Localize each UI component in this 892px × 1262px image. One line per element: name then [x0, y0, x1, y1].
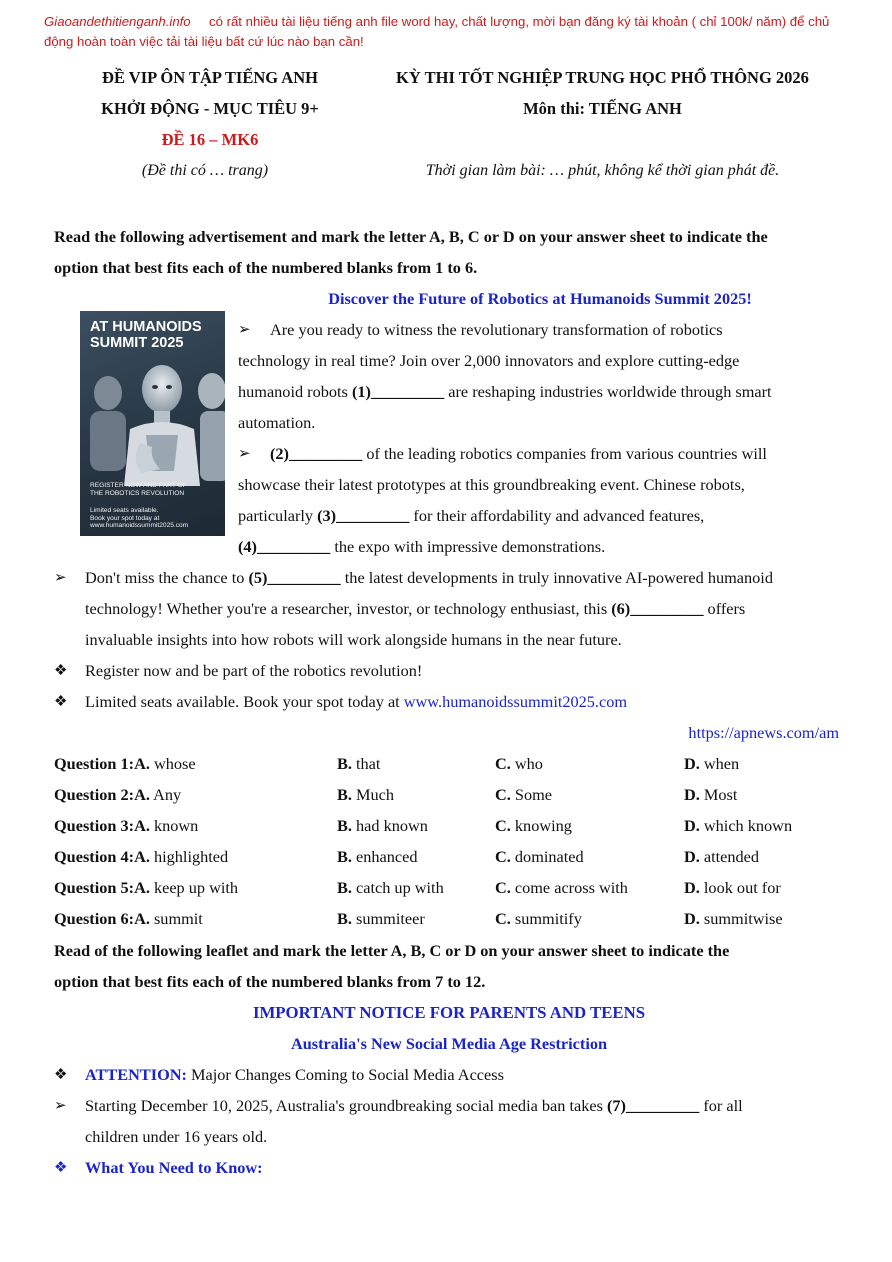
- instruction-1: [54, 221, 844, 283]
- option-letter: B.: [337, 878, 352, 897]
- option-a[interactable]: [54, 903, 203, 934]
- option-a[interactable]: [54, 810, 198, 841]
- poster-caption-4: Book your spot today at: [90, 514, 160, 522]
- option-b[interactable]: [337, 872, 444, 903]
- option-c[interactable]: [495, 841, 584, 872]
- option-d[interactable]: [684, 841, 759, 872]
- instruction-2-line-1: Read of the following leaflet and mark the letter A, B, C or D on your answer sheet to indicate the: [54, 941, 730, 960]
- option-letter: C.: [495, 785, 511, 804]
- option-b[interactable]: [337, 810, 428, 841]
- poster-caption-2: THE ROBOTICS REVOLUTION: [90, 489, 185, 497]
- question-label: Question 4:: [54, 847, 135, 866]
- blank-6: (6)_________: [611, 599, 704, 618]
- option-letter: D.: [684, 909, 700, 928]
- option-b[interactable]: [337, 903, 425, 934]
- p1-line-1: Are you ready to witness the revolutionary transformation of robotics: [270, 320, 723, 339]
- question-label: Question 3:: [54, 816, 135, 835]
- option-text: which known: [703, 816, 793, 835]
- poster-caption-3: Limited seats available.: [90, 507, 159, 514]
- notice-title: IMPORTANT NOTICE FOR PARENTS AND TEENS: [252, 1003, 646, 1022]
- option-text: whose: [153, 754, 196, 773]
- poster-caption-bottom: [90, 507, 188, 530]
- blank-7: (7)_________: [607, 1096, 700, 1115]
- p1-line-3-start: humanoid robots: [238, 382, 352, 401]
- option-letter: C.: [495, 847, 511, 866]
- blank-2: (2)_________: [270, 444, 363, 463]
- option-c[interactable]: [495, 903, 582, 934]
- option-letter: C.: [495, 909, 511, 928]
- option-text: knowing: [514, 816, 572, 835]
- arrow-bullet-icon: ➢: [238, 322, 251, 338]
- option-text: Any: [153, 785, 182, 804]
- option-letter: B.: [337, 754, 352, 773]
- promo-banner: [44, 12, 854, 52]
- left-subtitle: KHỞI ĐỘNG - MỤC TIÊU 9+: [101, 99, 319, 118]
- banner-site[interactable]: Giaoandethitienganh.info: [44, 14, 191, 29]
- diamond-bullet-icon: ❖: [54, 1067, 68, 1083]
- diamond-bullet-icon: ❖: [54, 694, 68, 710]
- p2-line-1-end: of the leading robotics companies from various countries will: [362, 444, 767, 463]
- register-line: Register now and be part of the robotics revolution!: [85, 661, 423, 680]
- option-text: attended: [703, 847, 760, 866]
- option-letter: B.: [337, 909, 352, 928]
- option-text: had known: [356, 816, 428, 835]
- time-note: Thời gian làm bài: … phút, không kể thời gian phát đề.: [425, 162, 780, 179]
- option-letter: B.: [337, 785, 352, 804]
- instruction-1-line-1: Read the following advertisement and mark the letter A, B, C or D on your answer sheet to indicate the: [54, 227, 768, 246]
- option-text: Most: [703, 785, 738, 804]
- question-row: [54, 903, 844, 934]
- poster-title-line-2: SUMMIT 2025: [90, 335, 184, 351]
- option-c[interactable]: [495, 810, 572, 841]
- p1-line-3: [238, 376, 772, 407]
- banner-text: có rất nhiều tài liệu tiếng anh file word hay, chất lượng, mời bạn đăng ký tài khoản ( chỉ 100k/ năm) để chủ động hoàn toàn việc tải tài liệu bất cứ lúc nào bạn cần!: [44, 14, 830, 49]
- option-a[interactable]: [54, 748, 196, 779]
- instruction-2-line-2: option that best fits each of the numbered blanks from 7 to 12.: [54, 972, 486, 991]
- attention-label: ATTENTION:: [85, 1065, 187, 1084]
- pages-note: (Đề thi có … trang): [141, 162, 269, 179]
- p3-line-1: [85, 562, 773, 593]
- option-letter: C.: [495, 878, 511, 897]
- option-letter: C.: [495, 816, 511, 835]
- option-letter: A.: [134, 754, 150, 773]
- option-text: Some: [514, 785, 552, 804]
- option-text: summit: [153, 909, 203, 928]
- option-letter: A.: [134, 878, 150, 897]
- poster-caption-top: [90, 482, 187, 497]
- option-text: enhanced: [356, 847, 418, 866]
- blank-1: (1)_________: [351, 382, 445, 401]
- option-letter: D.: [684, 847, 700, 866]
- question-row: [54, 779, 844, 810]
- option-a[interactable]: [54, 779, 181, 810]
- option-letter: B.: [337, 847, 352, 866]
- p3-line-2-start: technology! Whether you're a researcher, investor, or technology enthusiast, this: [85, 599, 612, 618]
- p2-line-4: [238, 531, 605, 562]
- option-b[interactable]: [337, 841, 417, 872]
- p2-line-3-end: for their affordability and advanced features,: [409, 506, 705, 525]
- blank-5: (5)_________: [248, 568, 341, 587]
- option-b[interactable]: [337, 779, 394, 810]
- question-label: Question 1:: [54, 754, 135, 773]
- poster-caption-1: REGISTER NOW AND PART OF: [90, 482, 187, 489]
- question-label: Question 2:: [54, 785, 135, 804]
- start-line-1-end: for all: [699, 1096, 743, 1115]
- option-letter: A.: [134, 909, 150, 928]
- blank-3: (3)_________: [317, 506, 410, 525]
- seats-text: Limited seats available. Book your spot today at: [85, 692, 404, 711]
- poster-title-line-1: AT HUMANOIDS: [90, 319, 202, 335]
- option-text: who: [514, 754, 543, 773]
- attention-line: [85, 1059, 504, 1090]
- arrow-bullet-icon: ➢: [54, 570, 67, 586]
- question-label: Question 5:: [54, 878, 135, 897]
- p2-line-3: [238, 500, 704, 531]
- seats-line: [85, 686, 627, 717]
- p3-line-1-end: the latest developments in truly innovative AI-powered humanoid: [340, 568, 773, 587]
- p2-line-2: showcase their latest prototypes at this groundbreaking event. Chinese robots,: [238, 475, 745, 494]
- option-text: summitwise: [703, 909, 783, 928]
- p2-line-4-end: the expo with impressive demonstrations.: [330, 537, 606, 556]
- start-line-1-start: Starting December 10, 2025, Australia's groundbreaking social media ban takes: [85, 1096, 607, 1115]
- option-text: when: [703, 754, 740, 773]
- option-d[interactable]: [684, 872, 781, 903]
- exam-title: KỲ THI TỐT NGHIỆP TRUNG HỌC PHỔ THÔNG 2026: [396, 68, 809, 87]
- option-text: catch up with: [356, 878, 444, 897]
- option-text: dominated: [514, 847, 584, 866]
- poster-title: [90, 319, 202, 351]
- p3-line-1-start: Don't miss the chance to: [85, 568, 249, 587]
- option-a[interactable]: [54, 872, 238, 903]
- question-row: [54, 841, 844, 872]
- p1-line-2: technology in real time? Join over 2,000 innovators and explore cutting-edge: [238, 351, 740, 370]
- diamond-bullet-icon: ❖: [54, 1160, 68, 1176]
- option-text: that: [356, 754, 381, 773]
- instruction-1-line-2: option that best fits each of the numbered blanks from 1 to 6.: [54, 258, 478, 277]
- option-letter: B.: [337, 816, 352, 835]
- option-d[interactable]: [684, 779, 737, 810]
- start-line-1: [85, 1090, 743, 1121]
- option-text: look out for: [703, 878, 781, 897]
- diamond-bullet-icon: ❖: [54, 663, 68, 679]
- option-text: summitify: [514, 909, 582, 928]
- question-row: [54, 810, 844, 841]
- question-row: [54, 872, 844, 903]
- option-text: keep up with: [153, 878, 239, 897]
- summit-site-link[interactable]: www.humanoidssummit2025.com: [403, 692, 628, 711]
- ad-title: Discover the Future of Robotics at Humanoids Summit 2025!: [328, 289, 752, 308]
- notice-subtitle: Australia's New Social Media Age Restriction: [290, 1034, 608, 1053]
- p2-line-3-start: particularly: [238, 506, 318, 525]
- arrow-bullet-icon: ➢: [54, 1098, 67, 1114]
- p1-line-4: automation.: [238, 413, 316, 432]
- option-letter: A.: [134, 816, 150, 835]
- option-letter: C.: [495, 754, 511, 773]
- p3-line-2: [85, 593, 745, 624]
- option-text: come across with: [514, 878, 628, 897]
- summit-poster-image: [80, 311, 225, 536]
- attention-text: Major Changes Coming to Social Media Access: [186, 1065, 504, 1084]
- option-c[interactable]: [495, 779, 552, 810]
- robot-illustration: [80, 351, 225, 486]
- option-d[interactable]: [684, 810, 792, 841]
- option-letter: A.: [134, 847, 150, 866]
- poster-caption-5: www.humanoidssummit2025.com: [90, 522, 189, 530]
- question-label: Question 6:: [54, 909, 135, 928]
- instruction-2: [54, 935, 844, 997]
- arrow-bullet-icon: ➢: [238, 446, 251, 462]
- p3-line-3: invaluable insights into how robots will work alongside humans in the near future.: [85, 630, 622, 649]
- p3-line-2-end: offers: [703, 599, 746, 618]
- what-you-need-heading: What You Need to Know:: [85, 1158, 263, 1177]
- subject: Môn thi: TIẾNG ANH: [523, 99, 682, 118]
- p1-line-3-end: are reshaping industries worldwide through smart: [444, 382, 772, 401]
- option-letter: A.: [134, 785, 150, 804]
- option-letter: D.: [684, 878, 700, 897]
- option-text: highlighted: [153, 847, 229, 866]
- option-d[interactable]: [684, 903, 783, 934]
- option-text: summiteer: [356, 909, 425, 928]
- option-d[interactable]: [684, 748, 739, 779]
- blank-4: (4)_________: [238, 537, 331, 556]
- option-a[interactable]: [54, 841, 228, 872]
- exam-code: ĐỀ 16 – MK6: [161, 130, 259, 149]
- start-line-2: children under 16 years old.: [85, 1127, 268, 1146]
- left-title: ĐỀ VIP ÔN TẬP TIẾNG ANH: [102, 68, 318, 87]
- option-b[interactable]: [337, 748, 380, 779]
- option-c[interactable]: [495, 748, 543, 779]
- question-row: [54, 748, 844, 779]
- option-c[interactable]: [495, 872, 628, 903]
- option-letter: D.: [684, 754, 700, 773]
- option-letter: D.: [684, 816, 700, 835]
- p2-line-1: [270, 438, 767, 469]
- option-text: known: [153, 816, 199, 835]
- option-letter: D.: [684, 785, 700, 804]
- source-link[interactable]: https://apnews.com/am: [688, 723, 839, 742]
- option-text: Much: [356, 785, 394, 804]
